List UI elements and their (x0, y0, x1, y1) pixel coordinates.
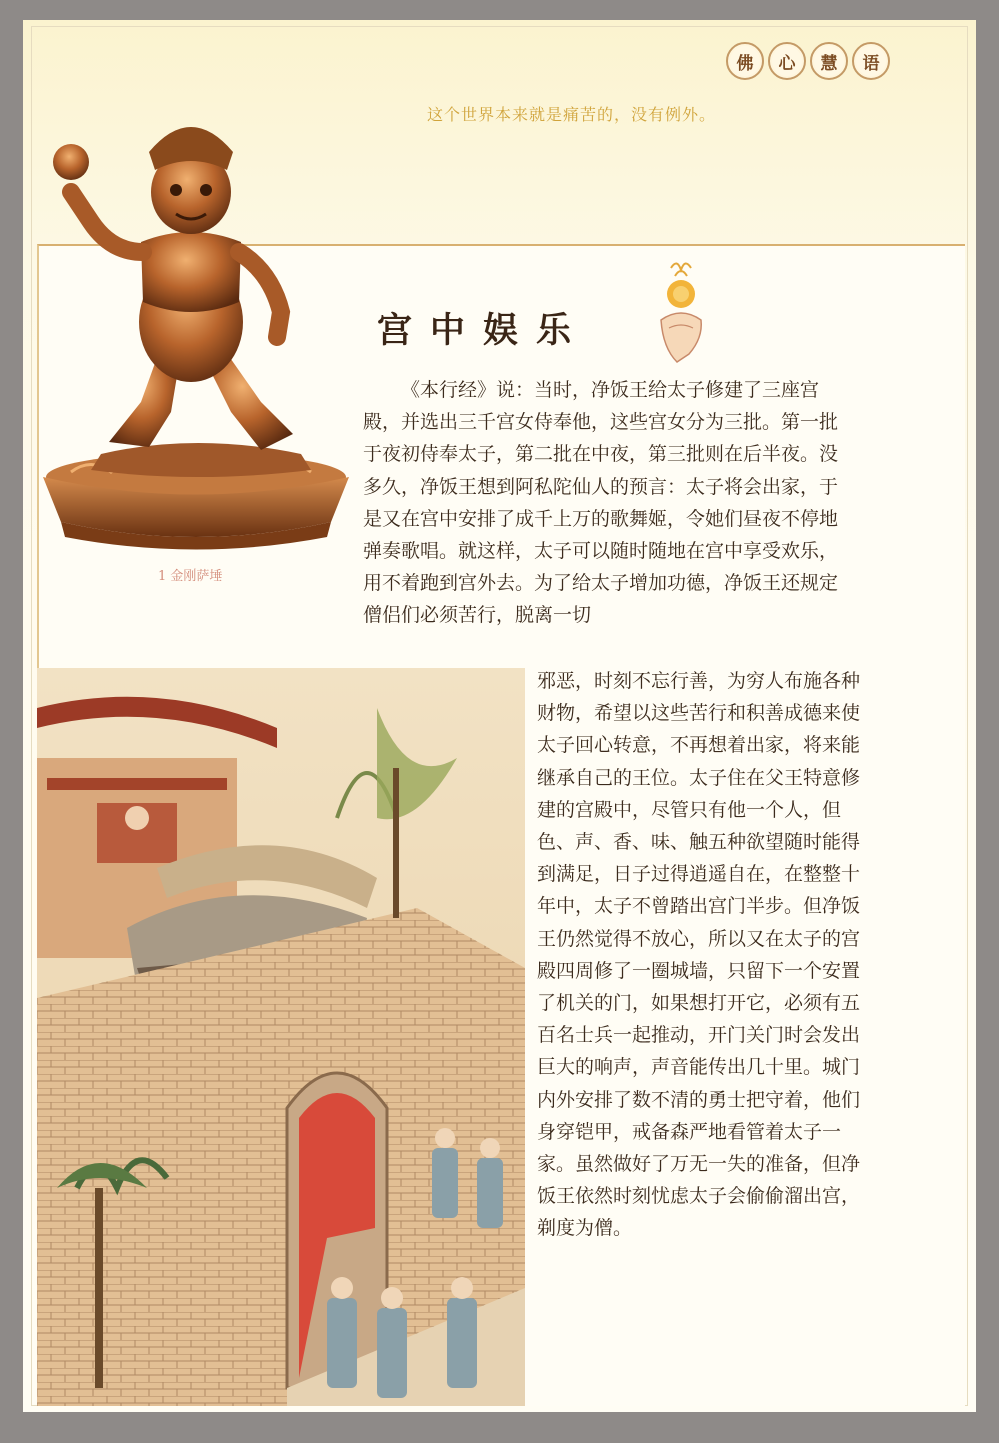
body-text-top: 《本行经》说：当时，净饭王给太子修建了三座宫殿，并选出三千宫女侍奉他，这些宫女分为三批。第一批于夜初侍奉太子，第二批在中夜，第三批则在后半夜。没多久，净饭王想到阿私陀仙人的预言：太子将会出家，于是又在宫中安排了成千上万的歌舞姬，令她们昼夜不停地弹奏歌唱。就这样，太子可以随时随地在宫中享受欢乐，用不着跑到宫外去。为了给太子增加功德，净饭王还规定僧侣们必须苦行，脱离一切 (363, 379, 839, 627)
badge-1: 佛 (726, 42, 764, 80)
header-tagline: 这个世界本来就是痛苦的，没有例外。 (427, 105, 717, 124)
badge-4: 语 (852, 42, 890, 80)
page (23, 20, 976, 1412)
body-paragraph-bottom (537, 665, 863, 1245)
header-badges (726, 42, 890, 80)
section-title: 宫中娱乐 (377, 310, 590, 352)
palace-painting-image (37, 668, 525, 1406)
body-text-bottom: 邪恶，时刻不忘行善，为穷人布施各种财物，希望以这些苦行和积善成德来使太子回心转意，不再想着出家，将来能继承自己的王位。太子住在父王特意修建的宫殿中，尽管只有他一个人，但色、声、香、味、触五种欲望随时能得到满足，日子过得逍遥自在，在整整十年中，太子不曾踏出宫门半步。但净饭王仍然觉得不放心，所以又在太子的宫殿四周修了一圈城墙，只留下一个安置了机关的门，如果想打开它，必须有五百名士兵一起推动，开门关门时会发出巨大的响声，声音能传出几十里。城门内外安排了数不清的勇士把守着，他们身穿铠甲，戒备森严地看管着太子一家。虽然做好了万无一失的准备，但净饭王依然时刻忧虑太子会偷偷溜出宫，剃度为僧。 (537, 670, 861, 1240)
statue-caption: 1 金刚萨埵 (158, 569, 223, 584)
hand-lotus-icon (651, 258, 711, 364)
vajrasattva-statue-image (31, 82, 351, 552)
badge-2: 心 (768, 42, 806, 80)
body-paragraph-top (363, 374, 853, 632)
badge-3: 慧 (810, 42, 848, 80)
